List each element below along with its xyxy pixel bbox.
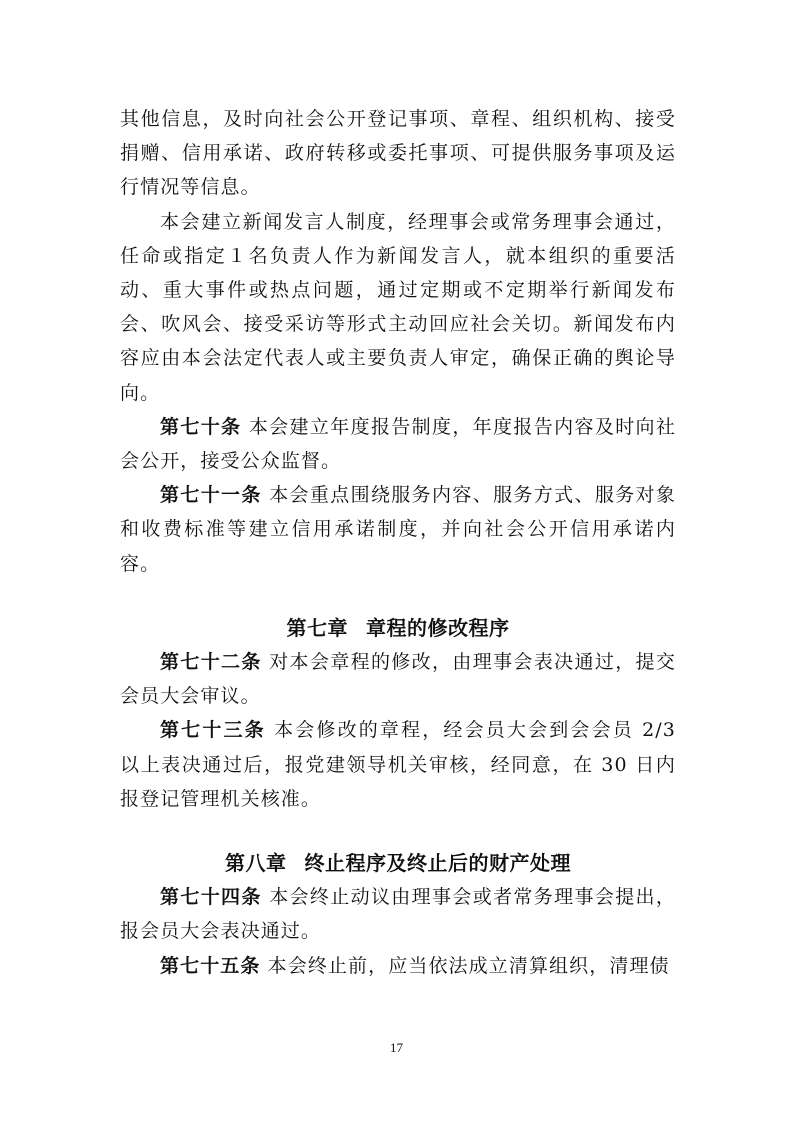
article-73 [120, 713, 676, 816]
article-70-text: 本会建立年度报告制度，年度报告内容及时向社会公开，接受公众监督。 [120, 415, 677, 473]
article-74-text: 本会终止动议由理事会或者常务理事会提出，报会员大会表决通过。 [120, 886, 676, 943]
article-75 [120, 949, 676, 983]
chapter-8-number: 第八章 [225, 851, 287, 876]
chapter-7-number: 第七章 [286, 615, 348, 640]
article-74-number: 第七十四条 [160, 886, 262, 909]
chapter-8-heading [120, 816, 676, 880]
chapter-7-title: 章程的修改程序 [366, 615, 510, 640]
article-70 [120, 410, 676, 478]
page-number: 17 [390, 1040, 403, 1055]
chapter-7-heading [120, 581, 676, 645]
article-75-text: 本会终止前，应当依法成立清算组织，清理债 [267, 954, 670, 977]
article-71 [120, 478, 676, 581]
article-72-text: 对本会章程的修改，由理事会表决通过，提交会员大会审议。 [120, 651, 676, 708]
article-73-number: 第七十三条 [160, 719, 266, 742]
article-74 [120, 880, 676, 948]
document-body [120, 102, 676, 983]
chapter-8-title: 终止程序及终止后的财产处理 [304, 851, 571, 876]
article-72-number: 第七十二条 [160, 651, 262, 674]
article-71-text: 本会重点围绕服务内容、服务方式、服务对象和收费标准等建立信用承诺制度，并向社会公开信用承诺内容。 [120, 484, 676, 575]
article-71-number: 第七十一条 [160, 484, 262, 507]
article-70-number: 第七十条 [160, 415, 242, 438]
paragraph-news-spokesperson: 本会建立新闻发言人制度，经理事会或常务理事会通过，任命或指定１名负责人作为新闻发言人，就本组织的重要活动、重大事件或热点问题，通过定期或不定期举行新闻发布会、吹风会、接受采访等形式主动回应社会关切。新闻发布内容应由本会法定代表人或主要负责人审定，确保正确的舆论导向。 [120, 210, 676, 404]
article-73-text: 本会修改的章程，经会员大会到会会员 2/3 以上表决通过后，报党建领导机关审核，经同意，在 30 日内报登记管理机关核准。 [120, 719, 676, 810]
article-75-number: 第七十五条 [160, 954, 261, 977]
article-72 [120, 645, 676, 713]
paragraph-info-disclosure: 其他信息，及时向社会公开登记事项、章程、组织机构、接受捐赠、信用承诺、政府转移或委托事项、可提供服务事项及运行情况等信息。 [120, 108, 676, 199]
